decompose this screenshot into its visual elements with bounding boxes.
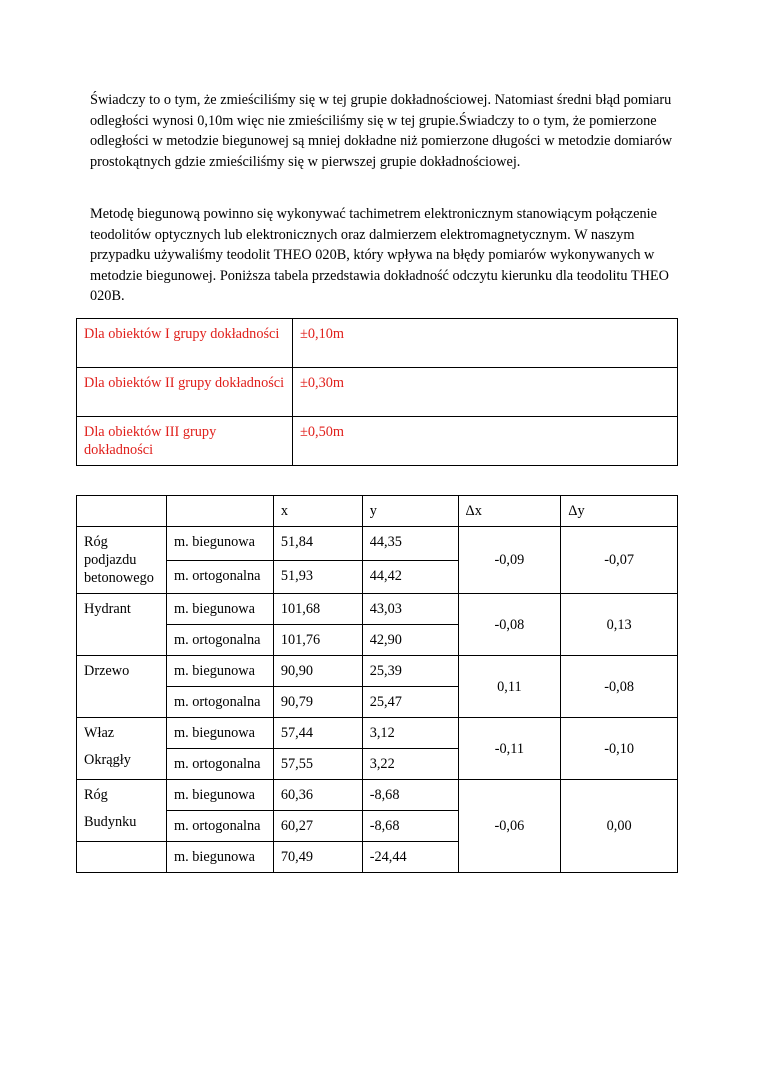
- y-cell: -8,68: [362, 811, 458, 842]
- header-cell: [77, 496, 167, 527]
- x-cell: 60,27: [273, 811, 362, 842]
- accuracy-value-cell: ±0,30m: [293, 368, 678, 417]
- table-row: [77, 319, 678, 368]
- x-cell: 101,76: [273, 625, 362, 656]
- dx-cell: 0,11: [458, 656, 561, 718]
- dy-cell: -0,08: [561, 656, 678, 718]
- dy-cell: -0,10: [561, 718, 678, 780]
- method-cell: m. ortogonalna: [166, 687, 273, 718]
- x-cell: 51,84: [273, 527, 362, 561]
- object-name-cell: [77, 780, 167, 842]
- accuracy-group-cell: Dla obiektów III grupy dokładności: [77, 417, 293, 466]
- object-name-line: podjazdu: [84, 552, 137, 568]
- x-cell: 90,79: [273, 687, 362, 718]
- object-name-cell: [77, 527, 167, 594]
- y-cell: -8,68: [362, 780, 458, 811]
- object-name-line: Hydrant: [84, 601, 131, 617]
- dx-cell: -0,11: [458, 718, 561, 780]
- method-cell: m. ortogonalna: [166, 811, 273, 842]
- table-row: [77, 527, 678, 561]
- x-cell: 70,49: [273, 842, 362, 873]
- table-row: [77, 594, 678, 625]
- x-cell: 57,44: [273, 718, 362, 749]
- paragraph-2: Metodę biegunową powinno się wykonywać tachimetrem elektronicznym stanowiącym połączenie teodolitów optycznych lub elektronicznych oraz dalmierzem elektromagnetycznym. W naszym przypadku używaliśmy teodolit THEO 020B, który wpływa na błędy pomiarów wykonywanych w metodzie biegunowej. Poniższa tabela przedstawia dokładność odczytu kierunku dla teodolitu THEO 020B.: [90, 206, 669, 304]
- object-name-line: Róg: [84, 534, 108, 550]
- y-cell: 44,35: [362, 527, 458, 561]
- y-cell: 44,42: [362, 560, 458, 594]
- object-name-cell: [77, 656, 167, 718]
- header-row: [77, 496, 678, 527]
- x-cell: 57,55: [273, 749, 362, 780]
- y-cell: 3,12: [362, 718, 458, 749]
- accuracy-group-cell: Dla obiektów II grupy dokładności: [77, 368, 293, 417]
- object-name-line: betonowego: [84, 570, 154, 586]
- object-name-cell: [77, 842, 167, 873]
- header-cell-y: y: [362, 496, 458, 527]
- table-row: [77, 368, 678, 417]
- x-cell: 51,93: [273, 560, 362, 594]
- x-cell: 90,90: [273, 656, 362, 687]
- accuracy-value-cell: ±0,10m: [293, 319, 678, 368]
- method-cell: m. ortogonalna: [166, 749, 273, 780]
- method-cell: m. biegunowa: [166, 594, 273, 625]
- y-cell: 3,22: [362, 749, 458, 780]
- header-cell-dy: Δy: [561, 496, 678, 527]
- method-cell: m. biegunowa: [166, 842, 273, 873]
- method-cell: m. biegunowa: [166, 527, 273, 561]
- object-name-line: Właz: [84, 725, 115, 741]
- object-name-line: Drzewo: [84, 663, 130, 679]
- y-cell: 25,39: [362, 656, 458, 687]
- y-cell: 42,90: [362, 625, 458, 656]
- coordinates-table: [76, 495, 678, 873]
- header-cell: [166, 496, 273, 527]
- table-row: [77, 417, 678, 466]
- method-cell: m. biegunowa: [166, 780, 273, 811]
- method-cell: m. biegunowa: [166, 656, 273, 687]
- method-cell: m. biegunowa: [166, 718, 273, 749]
- dy-cell: 0,00: [561, 780, 678, 873]
- accuracy-table: [76, 318, 678, 466]
- table-row: [77, 780, 678, 811]
- accuracy-value-cell: ±0,50m: [293, 417, 678, 466]
- dy-cell: -0,07: [561, 527, 678, 594]
- dx-cell: -0,06: [458, 780, 561, 873]
- x-cell: 101,68: [273, 594, 362, 625]
- x-cell: 60,36: [273, 780, 362, 811]
- method-cell: m. ortogonalna: [166, 625, 273, 656]
- object-name-line: Budynku: [84, 814, 137, 830]
- accuracy-group-cell: Dla obiektów I grupy dokładności: [77, 319, 293, 368]
- y-cell: 25,47: [362, 687, 458, 718]
- method-cell: m. ortogonalna: [166, 560, 273, 594]
- object-name-line: Róg: [84, 787, 108, 803]
- object-name-cell: [77, 718, 167, 780]
- table-row: [77, 656, 678, 687]
- paragraph-1: Świadczy to o tym, że zmieściliśmy się w tej grupie dokładnościowej. Natomiast średni błąd pomiaru odległości wynosi 0,10m więc nie zmieściliśmy się w tej grupie.Świadczy to o tym, że pomierzone odległości w metodzie biegunowej są mniej dokładne niż pomierzone długości w metodzie domiarów prostokątnych gdzie zmieściliśmy się w pierwszej grupie dokładnościowej.: [90, 92, 673, 170]
- dy-cell: 0,13: [561, 594, 678, 656]
- dx-cell: -0,08: [458, 594, 561, 656]
- object-name-line: Okrągły: [84, 752, 131, 768]
- dx-cell: -0,09: [458, 527, 561, 594]
- object-name-cell: [77, 594, 167, 656]
- y-cell: -24,44: [362, 842, 458, 873]
- table-row: [77, 718, 678, 749]
- header-cell-dx: Δx: [458, 496, 561, 527]
- y-cell: 43,03: [362, 594, 458, 625]
- header-cell-x: x: [273, 496, 362, 527]
